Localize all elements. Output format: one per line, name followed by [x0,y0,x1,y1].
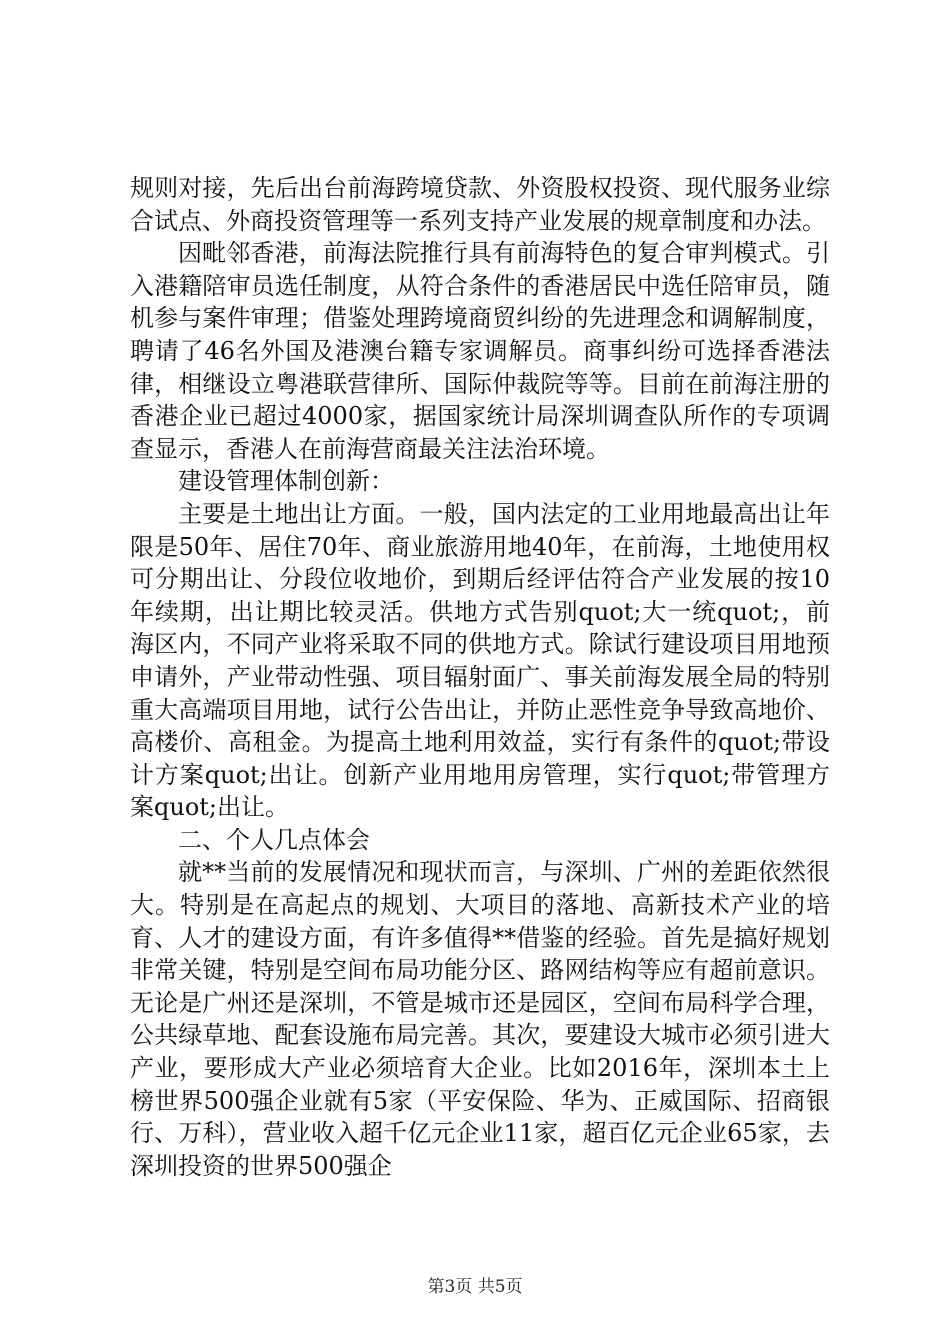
section-heading-management: 建设管理体制创新： [178,467,394,496]
paragraph-2: 因毗邻香港，前海法院推行具有前海特色的复合审判模式。引入港籍陪审员选任制度，从符合条件的香港居民中选任陪审员，随机参与案件审理；借鉴处理跨境商贸纠纷的先进理念和调解制度，聘请了46名外国及港澳台籍专家调解员。商事纠纷可选择香港法律，相继设立粤港联营律所、国际仲裁院等等。目前在前海注册的香港企业已超过4000家，据国家统计局深圳调查队所作的专项调查显示，香港人在前海营商最关注法治环境。 [130,239,830,463]
paragraph-4: 就**当前的发展情况和现状而言，与深圳、广州的差距依然很大。特别是在高起点的规划、大项目的落地、高新技术产业的培育、人才的建设方面，有许多值得**借鉴的经验。首先是搞好规划非常关键，特别是空间布局功能分区、路网结构等应有超前意识。无论是广州还是深圳，不管是城市还是园区，空间布局科学合理，公共绿草地、配套设施布局完善。其次，要建设大城市必须引进大产业，要形成大产业必须培育大企业。比如2016年，深圳本土上榜世界500强企业就有5家（平安保险、华为、正威国际、招商银行、万科），营业收入超千亿元企业11家，超百亿元企业65家，去深圳投资的世界500强企 [130,858,830,1180]
section-heading-personal: 二、个人几点体会 [178,825,370,854]
document-body [130,172,830,1182]
page-number: 第3页 共5页 [427,1277,523,1297]
paragraph-1: 规则对接，先后出台前海跨境贷款、外资股权投资、现代服务业综合试点、外商投资管理等一系列支持产业发展的规章制度和办法。 [130,174,830,235]
paragraph-3: 主要是土地出让方面。一般，国内法定的工业用地最高出让年限是50年、居住70年、商业旅游用地40年，在前海，土地使用权可分期出让、分段位收地价，到期后经评估符合产业发展的按10年续期，出让期比较灵活。供地方式告别quot;大一统quot;，前海区内，不同产业将采取不同的供地方式。除试行建设项目用地预申请外，产业带动性强、项目辐射面广、事关前海发展全局的特别重大高端项目用地，试行公告出让，并防止恶性竞争导致高地价、高楼价、高租金。为提高土地利用效益，实行有条件的quot;带设计方案quot;出让。创新产业用地用房管理，实行quot;带管理方案quot;出让。 [130,499,830,822]
